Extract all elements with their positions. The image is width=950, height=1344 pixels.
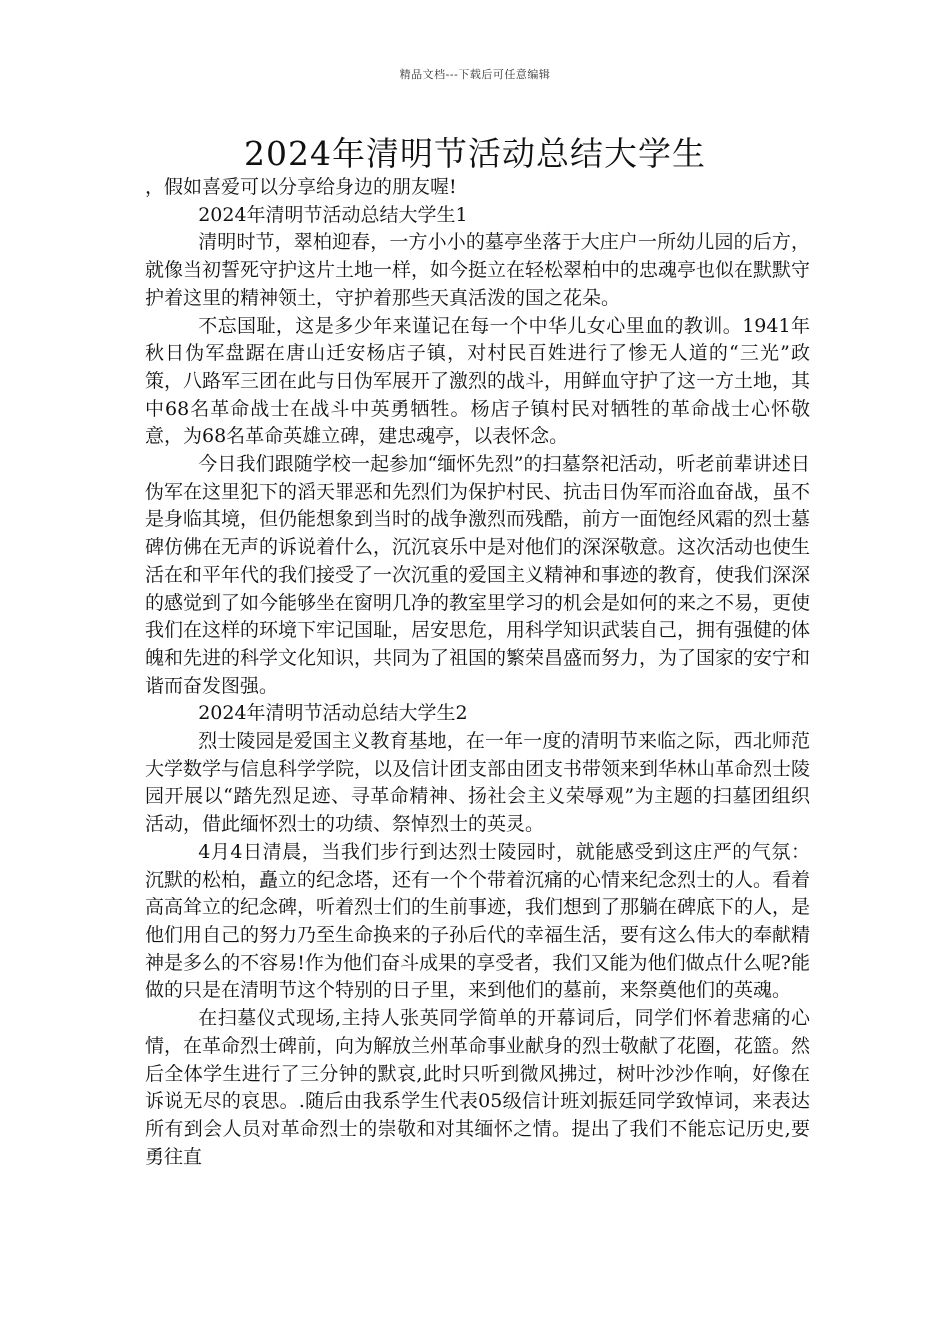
intro-line: ，假如喜爱可以分享给身边的朋友喔!: [145, 176, 457, 198]
paragraph: 今日我们跟随学校一起参加“缅怀先烈”的扫墓祭祀活动，听老前辈讲述日伪军在这里犯下的滔天罪恶和先烈们为保护村民、抗击日伪军而浴血奋战，虽不是身临其境，但仍能想象到当时的战争激烈而残酷，前方一面饱经风霜的烈士墓碑仿佛在无声的诉说着什么，沉沉哀乐中是对他们的深深敬意。这次活动也使生活在和平年代的我们接受了一次沉重的爱国主义精神和事迹的教育，使我们深深的感觉到了如今能够坐在窗明几净的教室里学习的机会是如何的来之不易，更使我们在这样的环境下牢记国耻，居安思危，用科学知识武装自己，拥有强健的体魄和先进的科学文化知识，共同为了祖国的繁荣昌盛而努力，为了国家的安宁和谐而奋发图强。: [145, 453, 811, 697]
document-body: [145, 174, 810, 1171]
header-note: 精品文档---下载后可任意编辑: [399, 68, 551, 81]
document-title: 2024年清明节活动总结大学生: [244, 134, 706, 173]
paragraph: 在扫墓仪式现场,主持人张英同学简单的开幕词后，同学们怀着悲痛的心情，在革命烈士碑前，向为解放兰州革命事业献身的烈士敬献了花圈，花篮。然后全体学生进行了三分钟的默哀,此时只听到微风拂过，树叶沙沙作响，好像在诉说无尽的哀思。.随后由我系学生代表05级信计班刘振廷同学致悼词，来表达所有到会人员对革命烈士的崇敬和对其缅怀之情。提出了我们不能忘记历史,要勇往直: [145, 1007, 811, 1168]
section-heading-1: 2024年清明节活动总结大学生1: [198, 203, 468, 226]
paragraph: 清明时节，翠柏迎春，一方小小的墓亭坐落于大庄户一所幼儿园的后方，就像当初誓死守护这片土地一样，如今挺立在轻松翠柏中的忠魂亭也似在默默守护着这里的精神领土，守护着那些天真活泼的国之花朵。: [145, 231, 811, 309]
paragraph: 不忘国耻，这是多少年来谨记在每一个中华儿女心里血的教训。1941年秋日伪军盘踞在唐山迁安杨店子镇，对村民百姓进行了惨无人道的“三光”政策，八路军三团在此与日伪军展开了激烈的战斗，用鲜血守护了这一方土地，其中68名革命战士在战斗中英勇牺牲。杨店子镇村民对牺牲的革命战士心怀敬意，为68名革命英雄立碑，建忠魂亭，以表怀念。: [145, 314, 811, 448]
paragraph: 烈士陵园是爱国主义教育基地，在一年一度的清明节来临之际，西北师范大学数学与信息科学学院，以及信计团支部由团支书带领来到华林山革命烈士陵园开展以“踏先烈足迹、寻革命精神、扬社会主义荣辱观”为主题的扫墓团组织活动，借此缅怀烈士的功绩、祭悼烈士的英灵。: [145, 730, 811, 836]
paragraph: 4月4日清晨，当我们步行到达烈士陵园时，就能感受到这庄严的气氛：沉默的松柏，矗立的纪念塔，还有一个个带着沉痛的心情来纪念烈士的人。看着高高耸立的纪念碑，听着烈士们的生前事迹，我们想到了那躺在碑底下的人，是他们用自己的努力乃至生命换来的子孙后代的幸福生活，要有这么伟大的奉献精神是多么的不容易!作为他们奋斗成果的享受者，我们又能为他们做点什么呢?能做的只是在清明节这个特别的日子里，来到他们的墓前，来祭奠他们的英魂。: [145, 840, 811, 1002]
section-heading-2: 2024年清明节活动总结大学生2: [198, 702, 468, 725]
